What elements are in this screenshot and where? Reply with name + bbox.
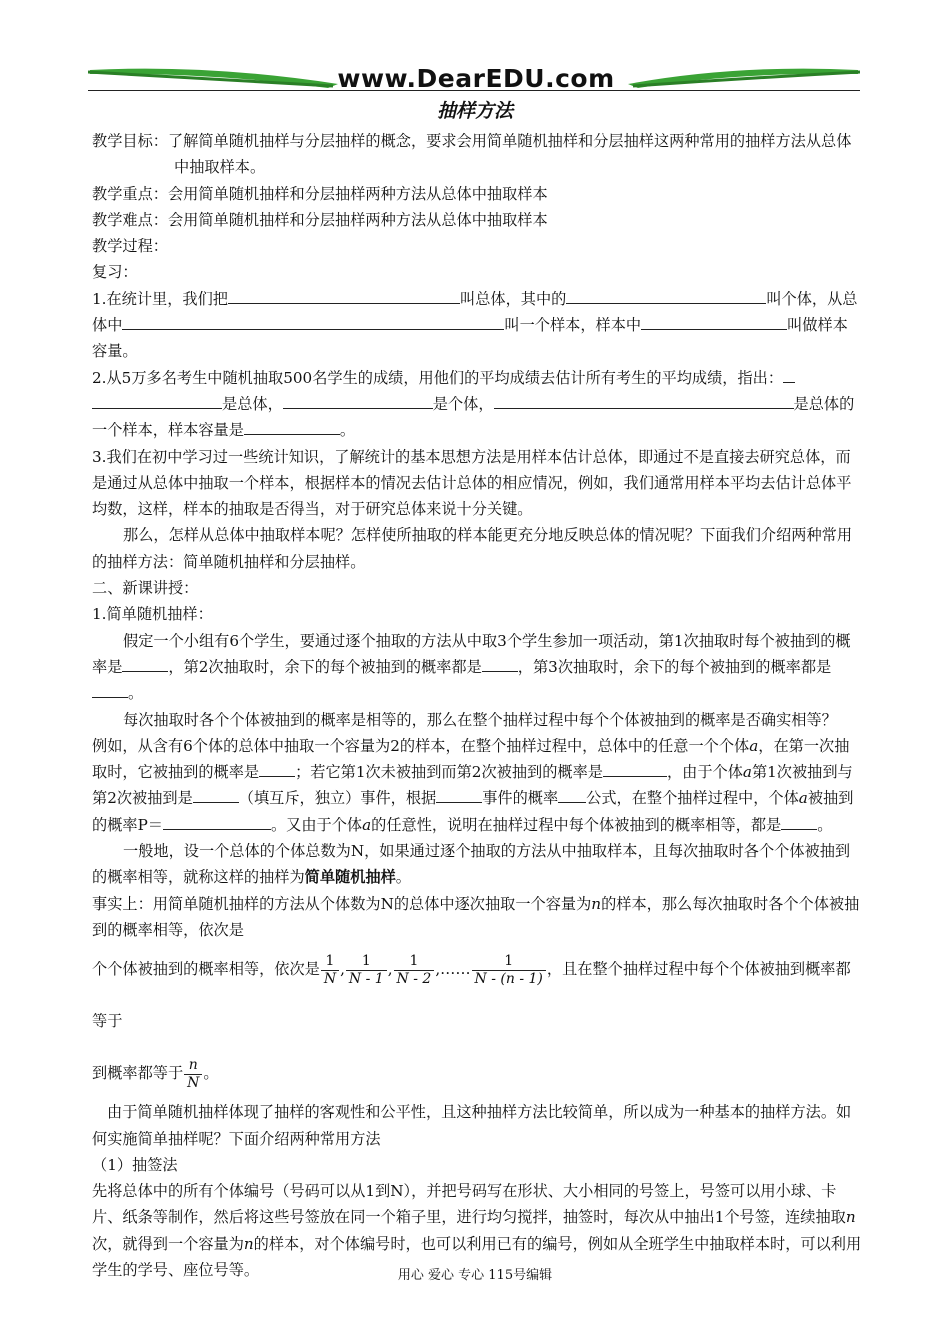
site-logo[interactable]: www.DearEDU.com	[337, 64, 615, 93]
review-question-2: 2.从5万多名考生中随机抽取500名学生的成绩，用他们的平均成绩去估计所有考生的平均成绩，指出：是总体， 是个体， 是总体的一个样本，样本容量是 。	[92, 365, 862, 444]
goal-label: 教学目标：	[92, 132, 168, 150]
blank[interactable]	[558, 785, 586, 803]
blank[interactable]	[163, 812, 271, 830]
fraction: $\frac{1}{N - (n - 1)}$	[472, 953, 546, 988]
definition-paragraph: 一般地，设一个总体的个体总数为N，如果通过逐个抽取的方法从中抽取样本，且每次抽取时各个个体被抽到的概率相等，就称这样的抽样为简单随机抽样。	[92, 842, 851, 887]
blank[interactable]	[122, 312, 504, 330]
blank[interactable]	[259, 759, 295, 777]
probability-question: 每次抽取时各个个体被抽到的概率是相等的，那么在整个抽样过程中每个个体被抽到的概率是否确实相等？	[123, 710, 837, 729]
blank[interactable]	[781, 812, 817, 830]
method-intro-paragraph: 由于简单随机抽样体现了抽样的客观性和公平性，且这种抽样方法比较简单，所以成为一种基本的抽样方法。如何实施简单抽样呢？下面介绍两种常用方法	[92, 1103, 852, 1148]
teaching-process-heading: 教学过程：	[92, 237, 168, 256]
probability-result-line: 到概率都等于 $\frac{n}{N}$ 。	[92, 1056, 219, 1091]
teaching-goal	[92, 128, 862, 181]
page-footer: 用心 爱心 专心 115号编辑	[397, 1268, 553, 1283]
fraction: $\frac{n}{N}$	[184, 1057, 202, 1092]
intro-paragraph: 那么，怎样从总体中抽取样本呢？怎样使所抽取的样本能更充分地反映总体的情况呢？下面我们介绍两种常用的抽样方法：简单随机抽样和分层抽样。	[92, 526, 852, 571]
review-question-3: 3.我们在初中学习过一些统计知识，了解统计的基本思想方法是用样本估计总体，即通过不是直接去研究总体，而是通过从总体中抽取一个样本，根据样本的情况去估计总体的相应情况，例如，我们通常用样本平均去估计总体平均数，这样，样本的抽取是否得当，对于研究总体来说十分关键。	[92, 447, 852, 519]
blank[interactable]	[92, 680, 128, 698]
example-sample-of-two: 例如，从含有6个体的总体中抽取一个容量为2的样本，在整个抽样过程中，总体中的任意一个个体a，在第一次抽取时，它被抽到的概率是 ；若它第1次未被抽到而第2次被抽到的概率是 ，由于个体a第1次被抽到与第2次被抽到是 （填互斥，独立）事件，根据 事件的概率 公式，在整个抽样过程中，个体a被抽到的概率P＝ 。又由于个体a的任意性，说明在抽样过程中每个体被抽到的概率相等，都是 。	[92, 736, 854, 834]
blank[interactable]	[566, 286, 766, 304]
blank[interactable]	[603, 759, 667, 777]
example-six-students: 假定一个小组有6个学生，要通过逐个抽取的方法从中取3个学生参加一项活动，第1次抽取时每个被抽到的概率是 ，第2次抽取时，余下的每个被抽到的概率都是 ，第3次抽取时，余下的每个被抽到的概率都是。	[92, 631, 851, 703]
blank[interactable]	[228, 286, 460, 304]
blank[interactable]	[122, 654, 168, 672]
header-banner	[88, 60, 860, 94]
key-term: 简单随机抽样	[304, 868, 396, 887]
blank[interactable]	[436, 785, 482, 803]
blank[interactable]	[244, 417, 340, 435]
teaching-key-point: 教学重点：会用简单随机抽样和分层抽样两种方法从总体中抽取样本	[92, 184, 548, 203]
blank[interactable]	[494, 391, 794, 409]
blank[interactable]	[641, 312, 787, 330]
fact-paragraph: 事实上：用简单随机抽样的方法从个体数为N的总体中逐次抽取一个容量为n的样本，那么每次抽取时各个个体被抽到的概率相等，依次是	[92, 894, 860, 939]
subsection-simple-random-sampling: 1.简单随机抽样：	[92, 605, 213, 624]
review-question-1: 1.在统计里，我们把 叫总体，其中的 叫个体，从总体中 叫一个样本，样本中 叫做样本容量。	[92, 286, 862, 365]
section-heading-new-lesson: 二、新课讲授：	[92, 579, 199, 598]
lottery-method-description: 先将总体中的所有个体编号（号码可以从1到N），并把号码写在形状、大小相同的号签上，号签可以用小球、卡片、纸条等制作，然后将这些号签放在同一个箱子里，进行均匀搅拌，抽签时，每次从中抽出1个号签，连续抽取n次，就得到一个容量为n的样本，对个体编号时，也可以利用已有的编号，例如从全班学生中抽取样本时，可以利用学生的学号、座位号等。	[92, 1182, 862, 1279]
seq-prefix: 个个体被抽到的概率相等，依次是	[92, 960, 320, 979]
page-title: 抽样方法	[436, 100, 513, 122]
header-divider	[88, 90, 860, 91]
teaching-difficulty: 教学难点：会用简单随机抽样和分层抽样两种方法从总体中抽取样本	[92, 210, 548, 229]
result-prefix: 到概率都等于	[92, 1064, 184, 1083]
blank[interactable]	[283, 391, 433, 409]
fraction: $\frac{1}{N - 2}$	[394, 953, 435, 988]
review-heading: 复习：	[92, 263, 138, 282]
lottery-method-heading: （1）抽签法	[92, 1155, 178, 1174]
blank[interactable]	[482, 654, 518, 672]
fraction: $\frac{1}{N}$	[321, 953, 339, 988]
fraction: $\frac{1}{N - 1}$	[346, 953, 387, 988]
document-body	[92, 128, 862, 1283]
blank[interactable]	[783, 365, 795, 383]
goal-text: 了解简单随机抽样与分层抽样的概念，要求会用简单随机抽样和分层抽样这两种常用的抽样方法从总体中抽取样本。	[167, 132, 852, 177]
blank[interactable]	[92, 391, 222, 409]
probability-sequence-line: 个个体被抽到的概率相等，依次是 $\frac{1}{N}$ , $\frac{1}{N - 1}$ , $\frac{1}{N - 2}$ ,…… $\frac{1}{N - (n - 1)}$ ，且在整个抽样过程中每个个体被抽到概率都等于	[92, 952, 851, 1031]
blank[interactable]	[193, 785, 239, 803]
